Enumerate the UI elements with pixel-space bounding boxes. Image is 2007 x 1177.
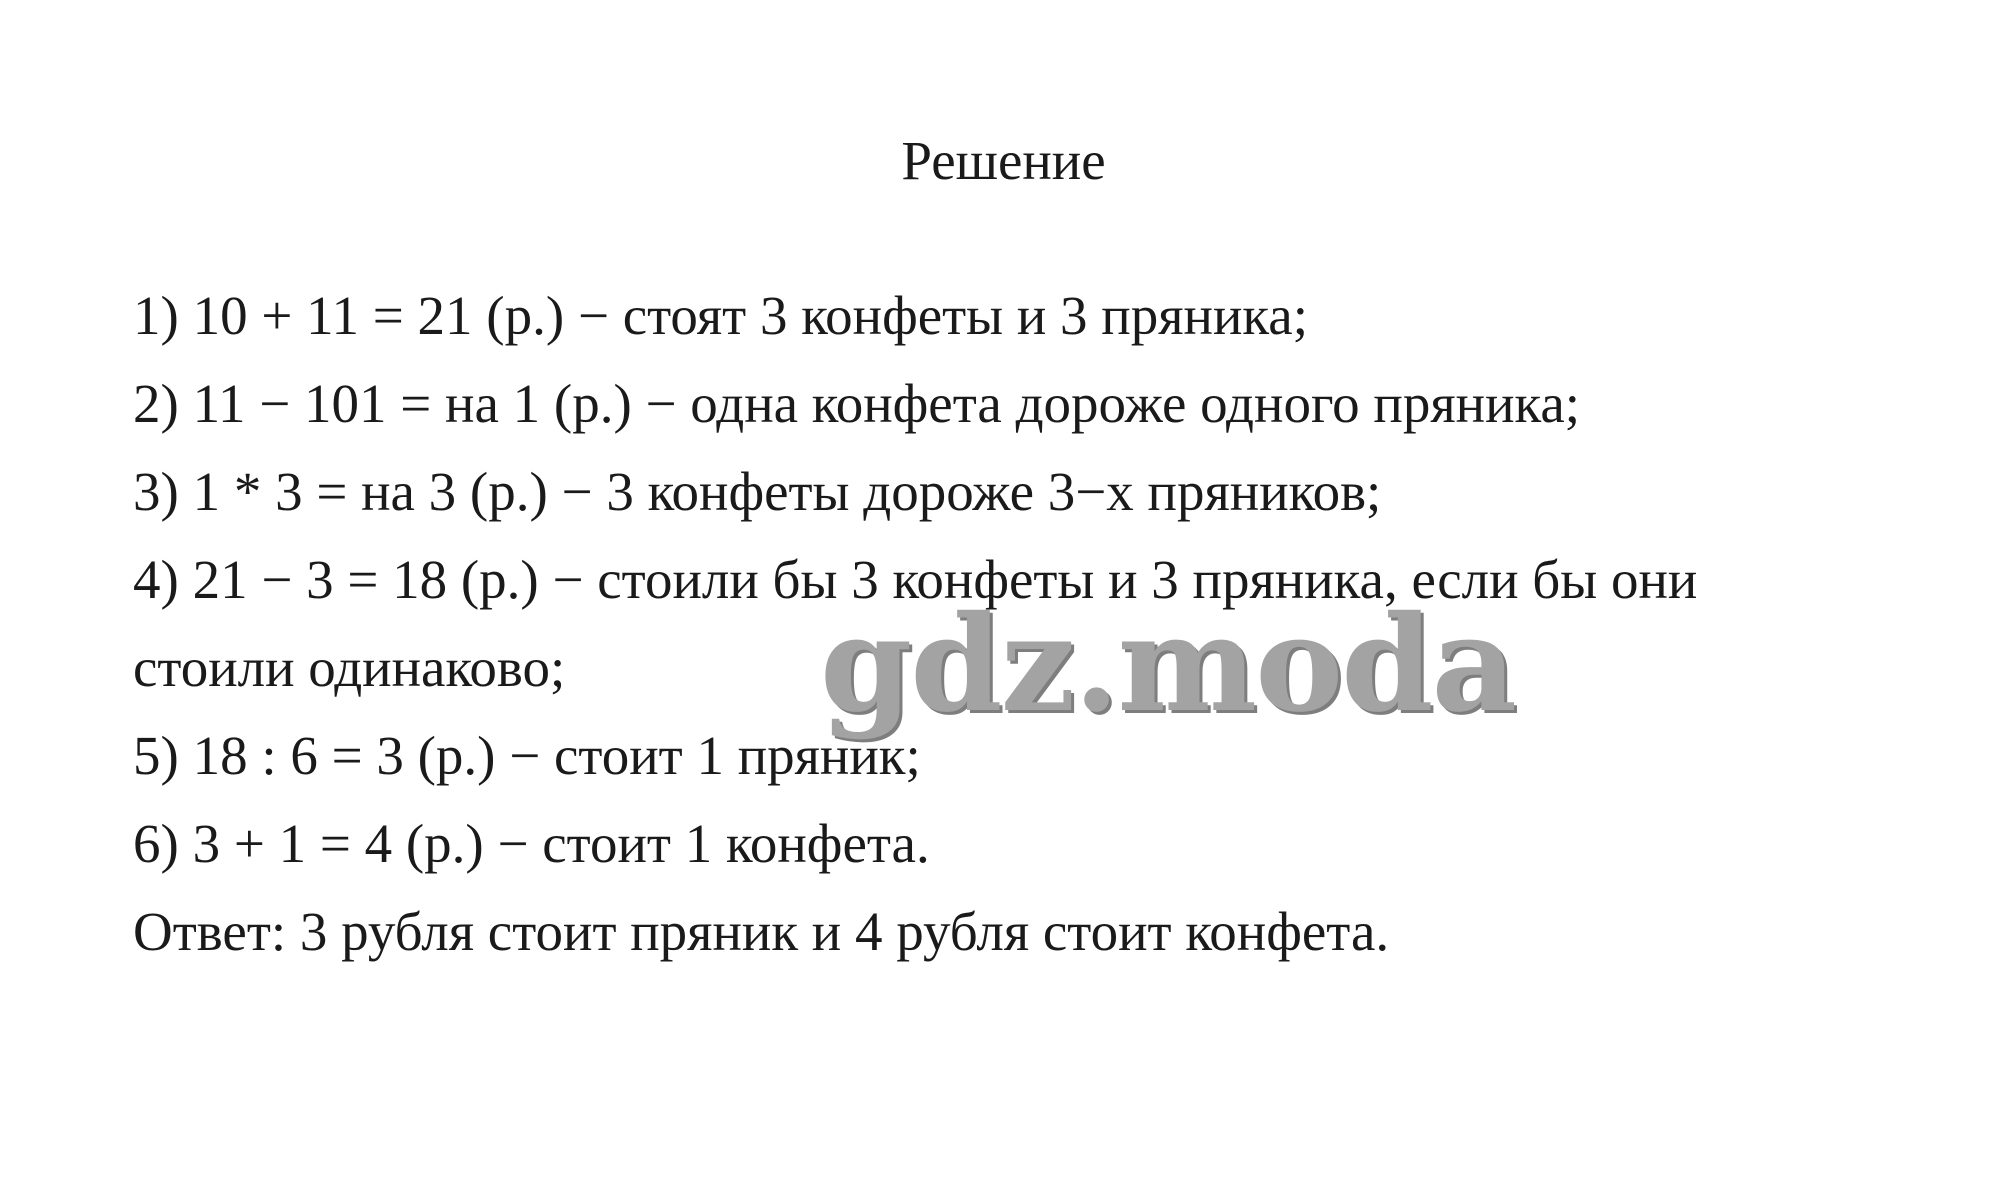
solution-step-4-continued: стоили одинаково; [133, 637, 566, 698]
solution-step-6: 6) 3 + 1 = 4 (р.) − стоит 1 конфета. [133, 813, 930, 874]
solution-step-4: 4) 21 − 3 = 18 (р.) − стоили бы 3 конфеты и 3 пряника, если бы они [133, 549, 1698, 610]
solution-step-1: 1) 10 + 11 = 21 (р.) − стоят 3 конфеты и 3 пряника; [133, 285, 1308, 346]
solution-step-2: 2) 11 − 101 = на 1 (р.) − одна конфета дороже одного пряника; [133, 373, 1581, 434]
page-title: Решение [901, 130, 1106, 191]
solution-step-5: 5) 18 : 6 = 3 (р.) − стоит 1 пряник; [133, 725, 921, 786]
solution-step-3: 3) 1 * 3 = на 3 (р.) − 3 конфеты дороже 3−х пряников; [133, 461, 1382, 522]
watermark-logo: gdz.moda [820, 587, 1516, 742]
answer-line: Ответ: 3 рубля стоит пряник и 4 рубля стоит конфета. [133, 901, 1390, 962]
